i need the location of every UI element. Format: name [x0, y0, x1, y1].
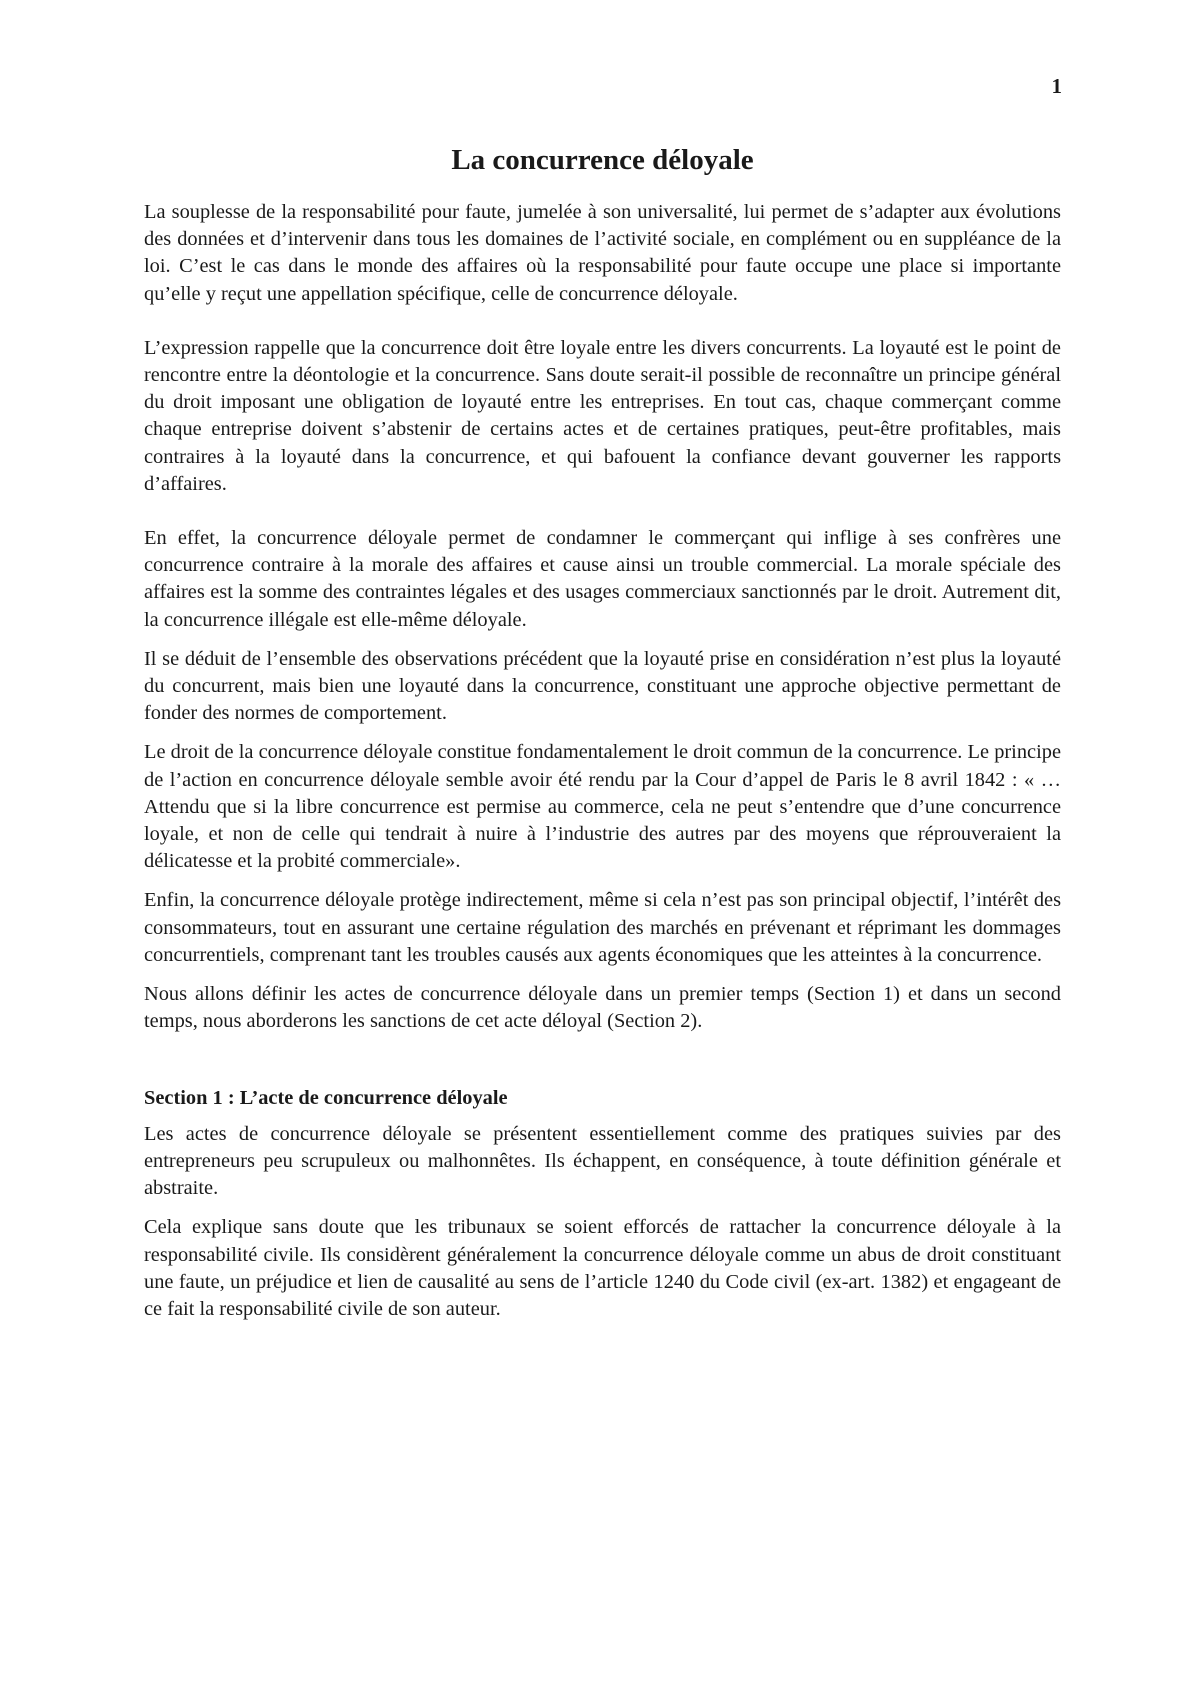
section-1-title: Section 1 : L’acte de concurrence déloyale: [144, 1087, 508, 1110]
intro-paragraph-5: Le droit de la concurrence déloyale constitue fondamentalement le droit commun de la concurrence. Le principe de l’action en concurrence déloyale semble avoir été rendu par la Cour d’appel de Paris le 8 avril 1842 : « … Attendu que si la libre concurrence est permise au commerce, cela ne peut s’entendre que d’une concurrence loyale, et non de celle qui tendrait à nuire à l’industrie des autres par des moyens que réprouveraient la délicatesse et la probité commerciale».: [144, 741, 1061, 873]
section-1-paragraph-2: Cela explique sans doute que les tribunaux se soient efforcés de rattacher la concurrence déloyale à la responsabilité civile. Ils considèrent généralement la concurrence déloyale comme un abus de droit constituant une faute, un préjudice et lien de causalité au sens de l’article 1240 du Code civil (ex-art. 1382) et engageant de ce fait la responsabilité civile de son auteur.: [144, 1216, 1061, 1320]
intro-paragraph-6: Enfin, la concurrence déloyale protège indirectement, même si cela n’est pas son principal objectif, l’intérêt des consommateurs, tout en assurant une certaine régulation des marchés en prévenant et réprimant les dommages concurrentiels, comprenant tant les troubles causés aux agents économiques que les atteintes à la concurrence.: [144, 889, 1061, 966]
document-title: La concurrence déloyale: [451, 144, 754, 176]
intro-paragraph-1: La souplesse de la responsabilité pour faute, jumelée à son universalité, lui permet de s’adapter aux évolutions des données et d’intervenir dans tous les domaines de l’activité sociale, en complément ou en suppléance de la loi. C’est le cas dans le monde des affaires où la responsabilité pour faute occupe une place si importante qu’elle y reçut une appellation spécifique, celle de concurrence déloyale.: [144, 201, 1061, 305]
section-1-paragraph-1: Les actes de concurrence déloyale se présentent essentiellement comme des pratiques suivies par des entrepreneurs peu scrupuleux ou malhonnêtes. Ils échappent, en conséquence, à toute définition générale et abstraite.: [144, 1122, 1061, 1200]
intro-paragraph-3: En effet, la concurrence déloyale permet de condamner le commerçant qui inflige à ses confrères une concurrence contraire à la morale des affaires et cause ainsi un trouble commercial. La morale spéciale des affaires est la somme des contraintes légales et des usages commerciaux sanctionnés par le droit. Autrement dit, la concurrence illégale est elle-même déloyale.: [144, 527, 1061, 631]
intro-paragraph-2: L’expression rappelle que la concurrence doit être loyale entre les divers concurrents. La loyauté est le point de rencontre entre la déontologie et la concurrence. Sans doute serait-il possible de reconnaître un principe général du droit imposant une obligation de loyauté entre les entreprises. En tout cas, chaque commerçant comme chaque entreprise doivent s’abstenir de certains actes et de certaines pratiques, peut-être profitables, mais contraires à la loyauté dans la concurrence, et qui bafouent la confiance devant gouverner les rapports d’affaires.: [144, 336, 1061, 495]
intro-paragraph-7: Nous allons définir les actes de concurrence déloyale dans un premier temps (Section 1) et dans un second temps, nous aborderons les sanctions de cet acte déloyal (Section 2).: [144, 983, 1061, 1033]
page-number: 1: [1051, 74, 1062, 98]
document-body: [144, 144, 1061, 1323]
intro-paragraph-4: Il se déduit de l’ensemble des observations précédent que la loyauté prise en considération n’est plus la loyauté du concurrent, mais bien une loyauté dans la concurrence, constituant une approche objective permettant de fonder des normes de comportement.: [144, 647, 1061, 725]
